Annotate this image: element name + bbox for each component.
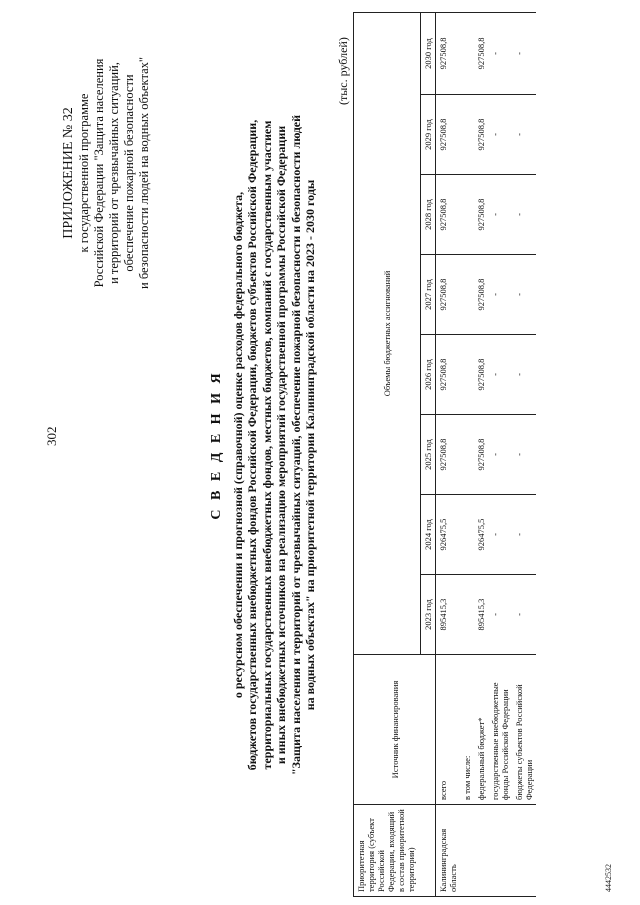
page-number: 302 (44, 426, 59, 446)
column-header-source: Источник финансирования (354, 655, 436, 805)
appendix-line: Российской Федерации "Защита населения (92, 58, 106, 288)
value-cell: - (488, 495, 512, 575)
value-cell: 927508,8 (436, 415, 461, 495)
appendix-header (60, 23, 152, 323)
value-cell (460, 175, 474, 255)
value-cell: - (488, 175, 512, 255)
territory-cell (488, 805, 512, 897)
value-cell (460, 415, 474, 495)
territory-cell (460, 805, 474, 897)
value-cell: 927508,8 (436, 175, 461, 255)
document-id: 4442532 (604, 864, 613, 892)
value-cell (460, 335, 474, 415)
source-cell: государственные внебюджетные фонды Российской Федерации (488, 655, 512, 805)
value-cell: 927508,8 (474, 335, 488, 415)
value-cell (460, 12, 474, 94)
value-cell: 927508,8 (474, 175, 488, 255)
value-cell: - (488, 12, 512, 94)
value-cell: - (488, 95, 512, 175)
column-header-year: 2028 год (421, 175, 436, 255)
value-cell: - (488, 255, 512, 335)
table-row (474, 12, 488, 896)
table-row (460, 12, 474, 896)
value-cell: - (512, 415, 536, 495)
value-cell: - (488, 335, 512, 415)
source-cell: в том числе: (460, 655, 474, 805)
title-line: бюджетов государственных внебюджетных фондов Российской Федерации, бюджетов субъектов Российской Федерации, (245, 119, 259, 771)
title-line: на водных объектах" на приоритетной территории Калининградской области на 2023 - 2030 годы (303, 179, 317, 711)
value-cell: 927508,8 (474, 95, 488, 175)
value-cell (460, 575, 474, 655)
value-cell: - (512, 575, 536, 655)
column-header-year: 2029 год (421, 95, 436, 175)
value-cell: 926475,5 (474, 495, 488, 575)
table-row (488, 12, 512, 896)
source-cell: бюджеты субъектов Российской Федерации (512, 655, 536, 805)
value-cell: - (512, 255, 536, 335)
value-cell: 927508,8 (436, 95, 461, 175)
appendix-line: обеспечение пожарной безопасности (122, 74, 136, 272)
source-cell: федеральный бюджет* (474, 655, 488, 805)
territory-cell (512, 805, 536, 897)
value-cell: - (512, 95, 536, 175)
value-cell: 895415,3 (436, 575, 461, 655)
value-cell (460, 95, 474, 175)
value-cell: 926475,5 (436, 495, 461, 575)
column-header-year: 2030 год (421, 12, 436, 94)
document-title (210, 5, 318, 885)
value-cell: - (512, 12, 536, 94)
value-cell: 895415,3 (474, 575, 488, 655)
column-header-year: 2025 год (421, 415, 436, 495)
title-line: "Защита населения и территорий от чрезвычайных ситуаций, обеспечение пожарной безопасности и безопасности людей (288, 114, 303, 776)
title-heading: С В Е Д Е Н И Я (209, 370, 224, 520)
value-cell (460, 495, 474, 575)
column-header-year: 2027 год (421, 255, 436, 335)
title-line: и иных внебюджетных источников на реализацию мероприятий государственной программы Российской Федерации (274, 125, 288, 765)
column-header-volumes: Объемы бюджетных ассигнований (354, 12, 421, 654)
value-cell: 927508,8 (436, 255, 461, 335)
value-cell: - (512, 495, 536, 575)
column-header-year: 2024 год (421, 495, 436, 575)
value-cell (460, 255, 474, 335)
value-cell: - (488, 415, 512, 495)
value-cell: - (512, 335, 536, 415)
funding-table (353, 12, 536, 897)
appendix-line: и территорий от чрезвычайных ситуаций, (107, 62, 121, 284)
table-row (512, 12, 536, 896)
column-header-territory: Приоритетная территория (субъект Российской Федерации, входящий в состав приоритетной территории) (354, 805, 436, 897)
title-line: о ресурсном обеспечении и прогнозной (справочной) оценке расходов федерального бюджета, (230, 191, 245, 699)
value-cell: 927508,8 (436, 12, 461, 94)
territory-cell (474, 805, 488, 897)
value-cell: 927508,8 (474, 415, 488, 495)
appendix-line: к государственной программе (77, 93, 91, 253)
value-cell: 927508,8 (436, 335, 461, 415)
column-header-year: 2026 год (421, 335, 436, 415)
value-cell: - (512, 175, 536, 255)
units-label: (тыс. рублей) (336, 37, 350, 105)
title-line: территориальных государственных внебюджетных фондов, местных бюджетов, компаний с государственным участием (259, 120, 274, 770)
value-cell: 927508,8 (474, 12, 488, 94)
column-header-year: 2023 год (421, 575, 436, 655)
territory-cell: Калининградская область (436, 805, 461, 897)
value-cell: 927508,8 (474, 255, 488, 335)
source-cell: всего (436, 655, 461, 805)
appendix-title: ПРИЛОЖЕНИЕ № 32 (61, 107, 76, 239)
value-cell: - (488, 575, 512, 655)
appendix-line: и безопасности людей на водных объектах" (137, 57, 151, 289)
table-row (436, 12, 461, 896)
